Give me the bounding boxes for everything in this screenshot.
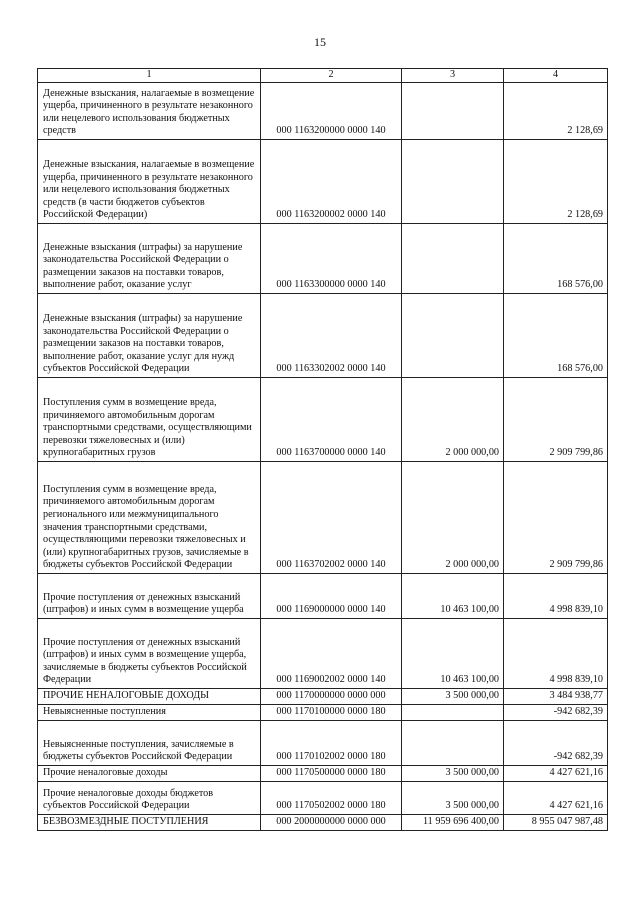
table-row [38, 705, 608, 721]
header-row [38, 69, 608, 83]
table-row [38, 224, 608, 294]
header-col-1: 1 [38, 69, 261, 83]
row-code: 000 1170102002 0000 180 [261, 721, 402, 766]
row-name: БЕЗВОЗМЕЗДНЫЕ ПОСТУПЛЕНИЯ [38, 815, 261, 831]
table-row [38, 462, 608, 574]
row-actual: -942 682,39 [504, 705, 608, 721]
row-plan: 10 463 100,00 [402, 619, 504, 689]
table-row [38, 721, 608, 766]
table-row [38, 378, 608, 462]
row-name: Невыясненные поступления [38, 705, 261, 721]
row-code: 000 2000000000 0000 000 [261, 815, 402, 831]
table-row [38, 619, 608, 689]
row-plan [402, 140, 504, 224]
row-name: Денежные взыскания, налагаемые в возмещение ущерба, причиненного в результате незаконного или нецелевого использования бюджетных средств [38, 83, 261, 140]
row-actual: -942 682,39 [504, 721, 608, 766]
table-row [38, 689, 608, 705]
row-actual: 2 128,69 [504, 140, 608, 224]
row-plan: 3 500 000,00 [402, 782, 504, 815]
row-name: Денежные взыскания, налагаемые в возмещение ущерба, причиненного в результате незаконного или нецелевого использования бюджетных средств (в части бюджетов субъектов Российской Федерации) [38, 140, 261, 224]
row-name: Поступления сумм в возмещение вреда, причиняемого автомобильным дорогам транспортными средствами, осуществляющими перевозки тяжеловесных и (или) крупногабаритных грузов [38, 378, 261, 462]
row-plan [402, 294, 504, 378]
row-name: ПРОЧИЕ НЕНАЛОГОВЫЕ ДОХОДЫ [38, 689, 261, 705]
row-actual: 4 427 621,16 [504, 782, 608, 815]
row-actual: 8 955 047 987,48 [504, 815, 608, 831]
row-plan: 3 500 000,00 [402, 689, 504, 705]
row-plan [402, 705, 504, 721]
row-actual: 2 909 799,86 [504, 378, 608, 462]
budget-table [37, 68, 608, 831]
row-actual: 4 998 839,10 [504, 574, 608, 619]
row-name: Поступления сумм в возмещение вреда, причиняемого автомобильным дорогам регионального или межмуниципального значения транспортными средствами, осуществляющими перевозки тяжеловесных и (или) крупногабаритных грузов, зачисляемые в бюджеты субъектов Российской Федерации [38, 462, 261, 574]
header-col-4: 4 [504, 69, 608, 83]
row-code: 000 1163200002 0000 140 [261, 140, 402, 224]
table-row [38, 815, 608, 831]
row-actual: 2 128,69 [504, 83, 608, 140]
row-code: 000 1170100000 0000 180 [261, 705, 402, 721]
row-name: Невыясненные поступления, зачисляемые в бюджеты субъектов Российской Федерации [38, 721, 261, 766]
header-col-3: 3 [402, 69, 504, 83]
row-name: Прочие неналоговые доходы [38, 766, 261, 782]
row-name: Денежные взыскания (штрафы) за нарушение законодательства Российской Федерации о размещении заказов на поставки товаров, выполнение работ, оказание услуг [38, 224, 261, 294]
table-row [38, 294, 608, 378]
row-actual: 2 909 799,86 [504, 462, 608, 574]
table-row [38, 140, 608, 224]
row-plan: 2 000 000,00 [402, 378, 504, 462]
row-actual: 4 998 839,10 [504, 619, 608, 689]
row-actual: 168 576,00 [504, 294, 608, 378]
row-plan [402, 721, 504, 766]
row-code: 000 1170502002 0000 180 [261, 782, 402, 815]
row-plan: 2 000 000,00 [402, 462, 504, 574]
row-code: 000 1163200000 0000 140 [261, 83, 402, 140]
row-name: Денежные взыскания (штрафы) за нарушение законодательства Российской Федерации о размещении заказов на поставки товаров, выполнение работ, оказание услуг для нужд субъектов Российской Федерации [38, 294, 261, 378]
row-name: Прочие поступления от денежных взысканий (штрафов) и иных сумм в возмещение ущерба, зачисляемые в бюджеты субъектов Российской Федерации [38, 619, 261, 689]
page-number: 15 [314, 35, 326, 49]
table-row [38, 766, 608, 782]
row-code: 000 1163300000 0000 140 [261, 224, 402, 294]
row-code: 000 1163302002 0000 140 [261, 294, 402, 378]
row-code: 000 1163700000 0000 140 [261, 378, 402, 462]
row-code: 000 1170500000 0000 180 [261, 766, 402, 782]
table-row [38, 574, 608, 619]
row-plan: 3 500 000,00 [402, 766, 504, 782]
row-name: Прочие неналоговые доходы бюджетов субъектов Российской Федерации [38, 782, 261, 815]
row-actual: 3 484 938,77 [504, 689, 608, 705]
row-plan: 10 463 100,00 [402, 574, 504, 619]
row-name: Прочие поступления от денежных взысканий (штрафов) и иных сумм в возмещение ущерба [38, 574, 261, 619]
row-code: 000 1169002002 0000 140 [261, 619, 402, 689]
table-row [38, 83, 608, 140]
row-actual: 4 427 621,16 [504, 766, 608, 782]
row-plan [402, 224, 504, 294]
table-row [38, 782, 608, 815]
row-plan: 11 959 696 400,00 [402, 815, 504, 831]
row-code: 000 1169000000 0000 140 [261, 574, 402, 619]
row-code: 000 1163702002 0000 140 [261, 462, 402, 574]
row-plan [402, 83, 504, 140]
header-col-2: 2 [261, 69, 402, 83]
row-code: 000 1170000000 0000 000 [261, 689, 402, 705]
row-actual: 168 576,00 [504, 224, 608, 294]
